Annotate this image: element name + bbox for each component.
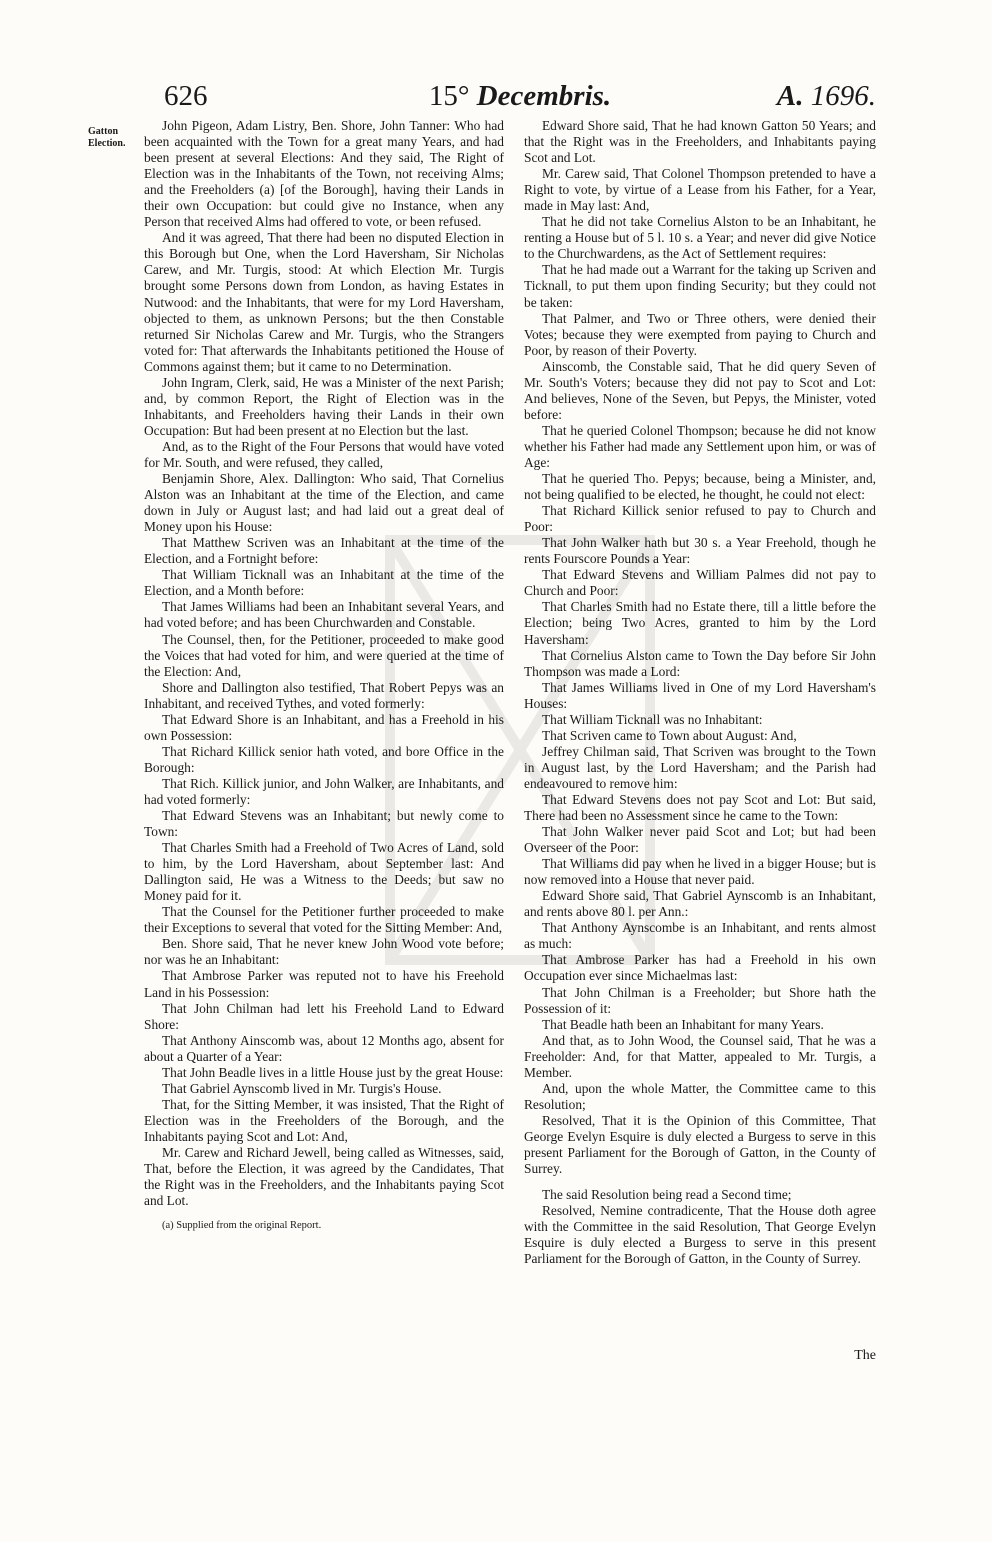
paragraph: And that, as to John Wood, the Counsel said, That he was a Freeholder: And, for that Matter, appealed to Mr. Turgis, a Member. [524, 1032, 876, 1080]
paragraph: That he had made out a Warrant for the taking up Scriven and Ticknall, to put them upon finding Security; but they could not be taken: [524, 262, 876, 310]
margin-note: Gatton Election. [88, 126, 126, 149]
paragraph: That Rich. Killick junior, and John Walker, are Inhabitants, and had voted formerly: [144, 775, 504, 807]
page-header [164, 80, 876, 120]
paragraph: That Edward Stevens was an Inhabitant; but newly come to Town: [144, 808, 504, 840]
paragraph: That John Chilman had lett his Freehold Land to Edward Shore: [144, 1000, 504, 1032]
paragraph: Shore and Dallington also testified, That Robert Pepys was an Inhabitant, and received Tythes, and voted formerly: [144, 679, 504, 711]
paragraph: That John Walker hath but 30 s. a Year Freehold, though he rents Fourscore Pounds a Year: [524, 535, 876, 567]
paragraph: John Pigeon, Adam Listry, Ben. Shore, John Tanner: Who had been acquainted with the Town for a great many Years, and had been present at several Elections: And they said, The Right of Election was in the Inhabitants of the Town, not receiving Alms; and the Freeholders (a) [of the Borough], having their Lands in their own Occupation: but could give no Instance, when any Person that received Alms had offered to vote, or been refused. [144, 118, 504, 230]
paragraph: Jeffrey Chilman said, That Scriven was brought to the Town in August last, by the Lord Haversham; and the Parish had endeavoured to remove him: [524, 743, 876, 791]
paragraph: That James Williams lived in One of my Lord Haversham's Houses: [524, 679, 876, 711]
paragraph: That Matthew Scriven was an Inhabitant at the time of the Election, and a Fortnight before: [144, 535, 504, 567]
paragraph: That Ambrose Parker was reputed not to have his Freehold Land in his Possession: [144, 968, 504, 1000]
paragraph: That he queried Colonel Thompson; because he did not know whether his Father had made any Settlement upon him, or was of Age: [524, 422, 876, 470]
paragraph: Edward Shore said, That he had known Gatton 50 Years; and that the Right was in the Freeholders, and Inhabitants paying Scot and Lot. [524, 118, 876, 166]
catchword: The [854, 1348, 876, 1363]
paragraph: Benjamin Shore, Alex. Dallington: Who said, That Cornelius Alston was an Inhabitant at the time of the Election, and came down in July or August last; and had laid out a great deal of Money upon his House: [144, 471, 504, 535]
header-date [164, 80, 876, 113]
paragraph: That Ambrose Parker has had a Freehold in his own Occupation ever since Michaelmas last: [524, 952, 876, 984]
paragraph: John Ingram, Clerk, said, He was a Minister of the next Parish; and, by common Report, the Right of Election was in the Inhabitants, and Freeholders having their Lands in their own Occupation: But had been present at no Election but the last. [144, 374, 504, 438]
paragraph: That Charles Smith had no Estate there, till a little before the Election; being Two Acres, granted to him by the Lord Haversham: [524, 599, 876, 647]
paragraph: And, as to the Right of the Four Persons that would have voted for Mr. South, and were refused, they called, [144, 438, 504, 470]
right-column [524, 118, 876, 1267]
paragraph: That he queried Tho. Pepys; because, being a Minister, and, not being qualified to be elected, he thought, he could not elect: [524, 471, 876, 503]
paragraph: That Richard Killick senior hath voted, and bore Office in the Borough: [144, 743, 504, 775]
left-column [144, 118, 504, 1232]
paragraph: Mr. Carew and Richard Jewell, being called as Witnesses, said, That, before the Election, it was agreed by the Candidates, That the Right was in the Freeholders, and the Inhabitants paying Scot and Lot. [144, 1145, 504, 1209]
paragraph: The Counsel, then, for the Petitioner, proceeded to make good the Voices that had voted for him, and were queried at the time of the Election: And, [144, 631, 504, 679]
paragraph: That John Walker never paid Scot and Lot; but had been Overseer of the Poor: [524, 824, 876, 856]
paragraph: That Anthony Ainscomb was, about 12 Months ago, absent for about a Quarter of a Year: [144, 1032, 504, 1064]
paragraph: That Edward Stevens does not pay Scot and Lot: But said, There had been no Assessment since he came to the Town: [524, 791, 876, 824]
paragraph: That Gabriel Aynscomb lived in Mr. Turgis's House. [162, 1080, 442, 1096]
paragraph: That Palmer, and Two or Three others, were denied their Votes; because they were exempted from paying to Church and Poor, by reason of their Poverty. [524, 310, 876, 358]
header-year-prefix: A. [776, 80, 804, 112]
paragraph: The said Resolution being read a Second time; [542, 1187, 792, 1203]
paragraph: That Beadle hath been an Inhabitant for many Years. [542, 1016, 824, 1032]
paragraph: That Charles Smith had a Freehold of Two Acres of Land, sold to him, by the Lord Haversham, about September last: And Dallington said, He was a Witness to the Deeds; but saw no Money paid for it. [144, 840, 504, 904]
page-number: 626 [164, 80, 208, 112]
paragraph: Edward Shore said, That Gabriel Aynscomb is an Inhabitant, and rents above 80 l. per Ann.: [524, 888, 876, 920]
resolution-paragraph: Resolved, That it is the Opinion of this Committee, That George Evelyn Esquire is duly elected a Burgess to serve in this present Parliament for the Borough of Gatton, in the County of Surrey. [524, 1112, 876, 1177]
paragraph: That William Ticknall was no Inhabitant: [542, 711, 763, 727]
paragraph: That he did not take Cornelius Alston to be an Inhabitant, he renting a House but of 5 l. 10 s. a Year; and never did give Notice to the Churchwardens, as the Act of Settlement requires: [524, 214, 876, 262]
header-year [777, 80, 876, 113]
paragraph: That John Chilman is a Freeholder; but Shore hath the Possession of it: [524, 984, 876, 1016]
paragraph: That Cornelius Alston came to Town the Day before Sir John Thompson was made a Lord: [524, 647, 876, 679]
paragraph: Mr. Carew said, That Colonel Thompson pretended to have a Right to vote, by virtue of a Lease from his Father, for a Year, made in May last: And, [524, 166, 876, 214]
header-date-month: Decembris. [476, 80, 612, 112]
paragraph: That the Counsel for the Petitioner further proceeded to make their Exceptions to several that voted for the Sitting Member: And, [144, 904, 504, 936]
paragraph: That, for the Sitting Member, it was insisted, That the Right of Election was in the Freeholders of the Borough, and the Inhabitants paying Scot and Lot: And, [144, 1096, 504, 1144]
paragraph: That Williams did pay when he lived in a bigger House; but is now removed into a House that never paid. [524, 856, 876, 888]
paragraph: That Edward Stevens and William Palmes did not pay to Church and Poor: [524, 567, 876, 599]
paragraph: That James Williams had been an Inhabitant several Years, and had voted before; and has been Churchwarden and Constable. [144, 599, 504, 631]
paragraph: That Anthony Aynscombe is an Inhabitant, and rents almost as much: [524, 920, 876, 952]
footnote: (a) Supplied from the original Report. [162, 1220, 322, 1232]
paragraph: That Edward Shore is an Inhabitant, and has a Freehold in his own Possession: [144, 711, 504, 743]
paragraph: That Richard Killick senior refused to pay to Church and Poor: [524, 503, 876, 535]
paragraph: And, upon the whole Matter, the Committee came to this Resolution; [524, 1080, 876, 1112]
paragraph: That John Beadle lives in a little House just by the great House: [162, 1064, 504, 1080]
resolution-paragraph: Resolved, Nemine contradicente, That the House doth agree with the Committee in the said Resolution, That George Evelyn Esquire is duly elected a Burgess to serve in this present Parliament for the Borough of Gatton, in the County of Surrey. [524, 1203, 876, 1267]
header-date-day: 15° [428, 80, 470, 112]
paragraph: Ainscomb, the Constable said, That he did query Seven of Mr. South's Voters; because they did not pay to Scot and Lot: And believes, None of the Seven, but Pepys, the Minister, voted before: [524, 358, 876, 422]
paragraph: Ben. Shore said, That he never knew John Wood vote before; nor was he an Inhabitant: [144, 936, 504, 968]
paragraph: And it was agreed, That there had been no disputed Election in this Borough but One, when the Lord Haversham, Sir Nicholas Carew, and Mr. Turgis, stood: At which Election Mr. Turgis brought some Persons down from London, as having Estates in Nutwood: and the Inhabitants, that were for my Lord Haversham, objected to them, as unknown Persons; but the then Constable returned Sir Nicholas Carew and Mr. Turgis, who the Strangers voted for: That afterwards the Inhabitants petitioned the House of Commons against them; but it came to no Determination. [144, 230, 504, 374]
paragraph: That William Ticknall was an Inhabitant at the time of the Election, and a Month before: [144, 567, 504, 599]
paragraph: That Scriven came to Town about August: And, [542, 727, 797, 743]
header-year-value: 1696. [810, 80, 876, 112]
